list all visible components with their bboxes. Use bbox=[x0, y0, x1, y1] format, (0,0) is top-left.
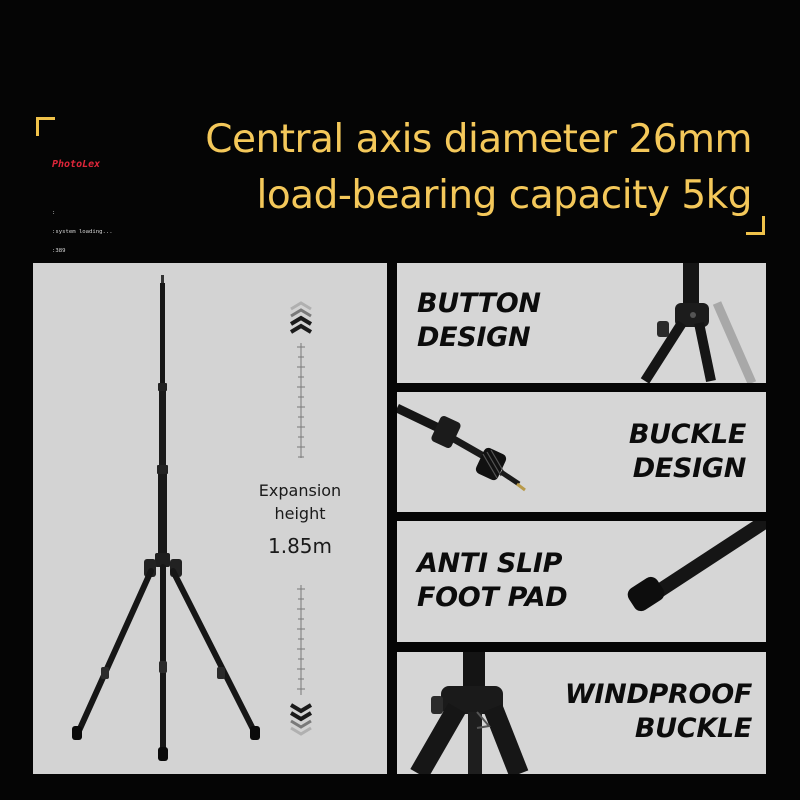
feature-panel-button-design bbox=[397, 263, 766, 383]
feature-label-line-2: DESIGN bbox=[632, 453, 746, 484]
feature-panel-anti-slip-foot-pad bbox=[397, 521, 766, 642]
feature-label-line-2: BUCKLE bbox=[634, 713, 752, 744]
feature-label bbox=[629, 418, 746, 486]
brand-logo: PhotoLex bbox=[52, 159, 101, 170]
headline-line-1: Central axis diameter 26mm bbox=[205, 117, 752, 162]
feature-panel-buckle-design bbox=[397, 392, 766, 512]
feature-label-line-2: DESIGN bbox=[417, 322, 531, 353]
feature-panel-windproof-buckle bbox=[397, 652, 766, 774]
console-line: :system loading... bbox=[52, 229, 113, 236]
corner-bracket-top-left bbox=[36, 117, 55, 136]
headline-line-2: load-bearing capacity 5kg bbox=[256, 173, 752, 218]
feature-label-line-1: WINDPROOF bbox=[564, 679, 752, 710]
feature-label-line-1: ANTI SLIP bbox=[417, 548, 563, 579]
expansion-height-value: 1.85m bbox=[267, 534, 332, 558]
console-line: :389 bbox=[52, 247, 66, 254]
feature-label bbox=[565, 678, 752, 746]
console-line: : bbox=[52, 210, 56, 217]
expansion-label bbox=[245, 479, 355, 525]
feature-label-line-1: BUCKLE bbox=[628, 419, 746, 450]
button-design-image bbox=[397, 263, 766, 383]
foot-pad-image bbox=[397, 521, 766, 642]
feature-label-line-1: BUTTON bbox=[417, 288, 541, 319]
expansion-label-line-2: height bbox=[274, 504, 326, 523]
feature-label-line-2: FOOT PAD bbox=[417, 582, 568, 613]
headline bbox=[205, 112, 752, 224]
expansion-label-line-1: Expansion bbox=[258, 481, 342, 500]
